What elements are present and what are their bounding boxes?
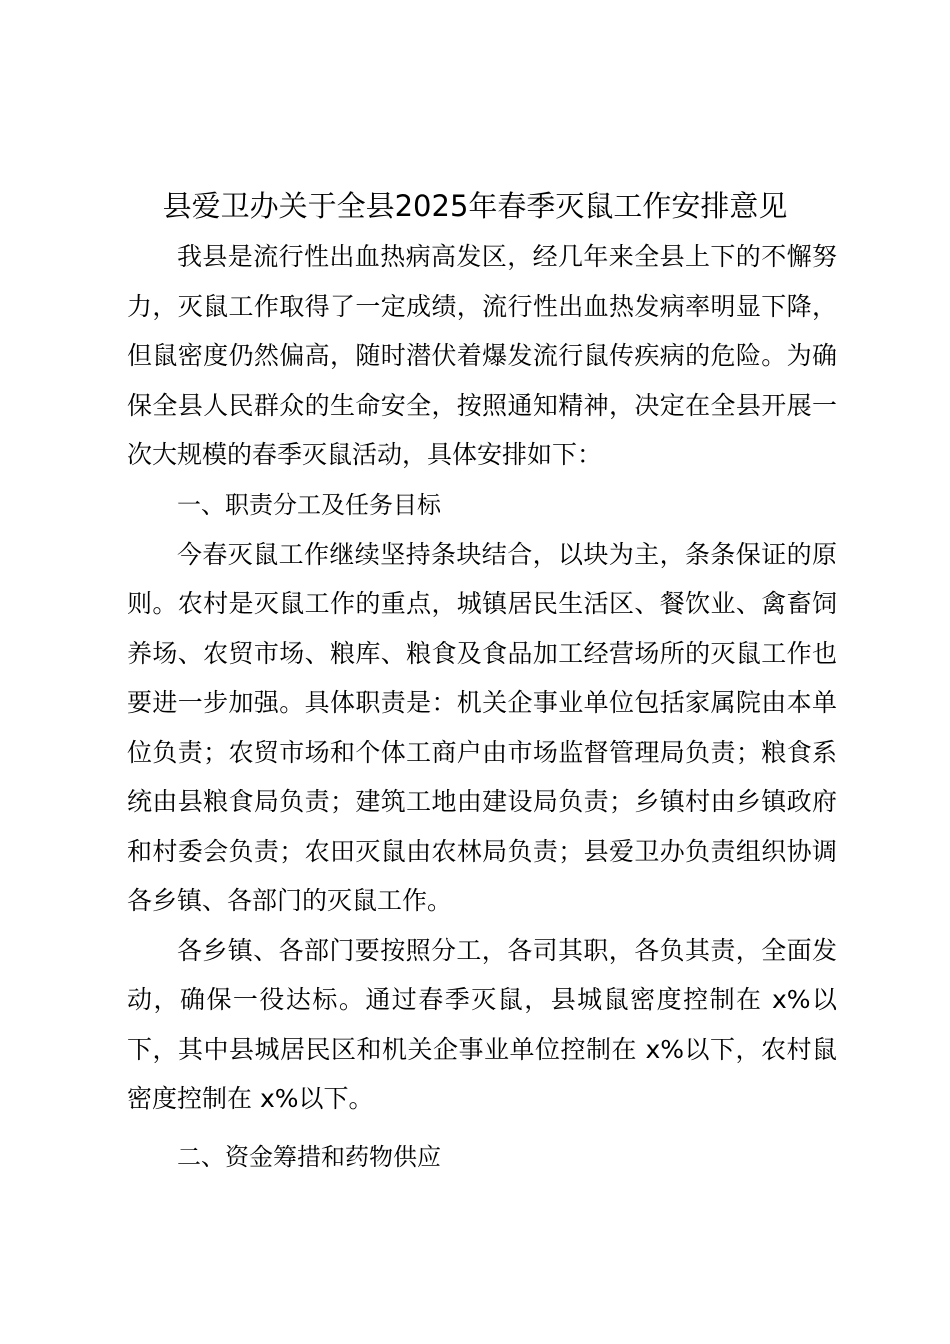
section-heading-2: 二、资金筹措和药物供应 bbox=[177, 1142, 441, 1171]
target-paragraph: 各乡镇、各部门要按照分工，各司其职，各负其责，全面发动，确保一役达标。通过春季灭鼠，县城鼠密度控制在 x%以下，其中县城居民区和机关企事业单位控制在 x%以下，农村鼠密度控制在 x%以下。 bbox=[127, 935, 837, 1113]
intro-paragraph: 我县是流行性出血热病高发区，经几年来全县上下的不懈努力，灭鼠工作取得了一定成绩，流行性出血热发病率明显下降，但鼠密度仍然偏高，随时潜伏着爆发流行鼠传疾病的危险。为确保全县人民群众的生命安全，按照通知精神，决定在全县开展一次大规模的春季灭鼠活动，具体安排如下： bbox=[127, 242, 837, 469]
responsibility-paragraph: 今春灭鼠工作继续坚持条块结合，以块为主，条条保证的原则。农村是灭鼠工作的重点，城镇居民生活区、餐饮业、禽畜饲养场、农贸市场、粮库、粮食及食品加工经营场所的灭鼠工作也要进一步加强。具体职责是：机关企事业单位包括家属院由本单位负责；农贸市场和个体工商户由市场监督管理局负责；粮食系统由县粮食局负责；建筑工地由建设局负责；乡镇村由乡镇政府和村委会负责；农田灭鼠由农林局负责；县爱卫办负责组织协调各乡镇、各部门的灭鼠工作。 bbox=[127, 539, 837, 915]
document-body bbox=[127, 232, 837, 1182]
document-title: 县爱卫办关于全县2025年春季灭鼠工作安排意见 bbox=[162, 189, 788, 223]
section-heading-1: 一、职责分工及任务目标 bbox=[177, 490, 441, 519]
